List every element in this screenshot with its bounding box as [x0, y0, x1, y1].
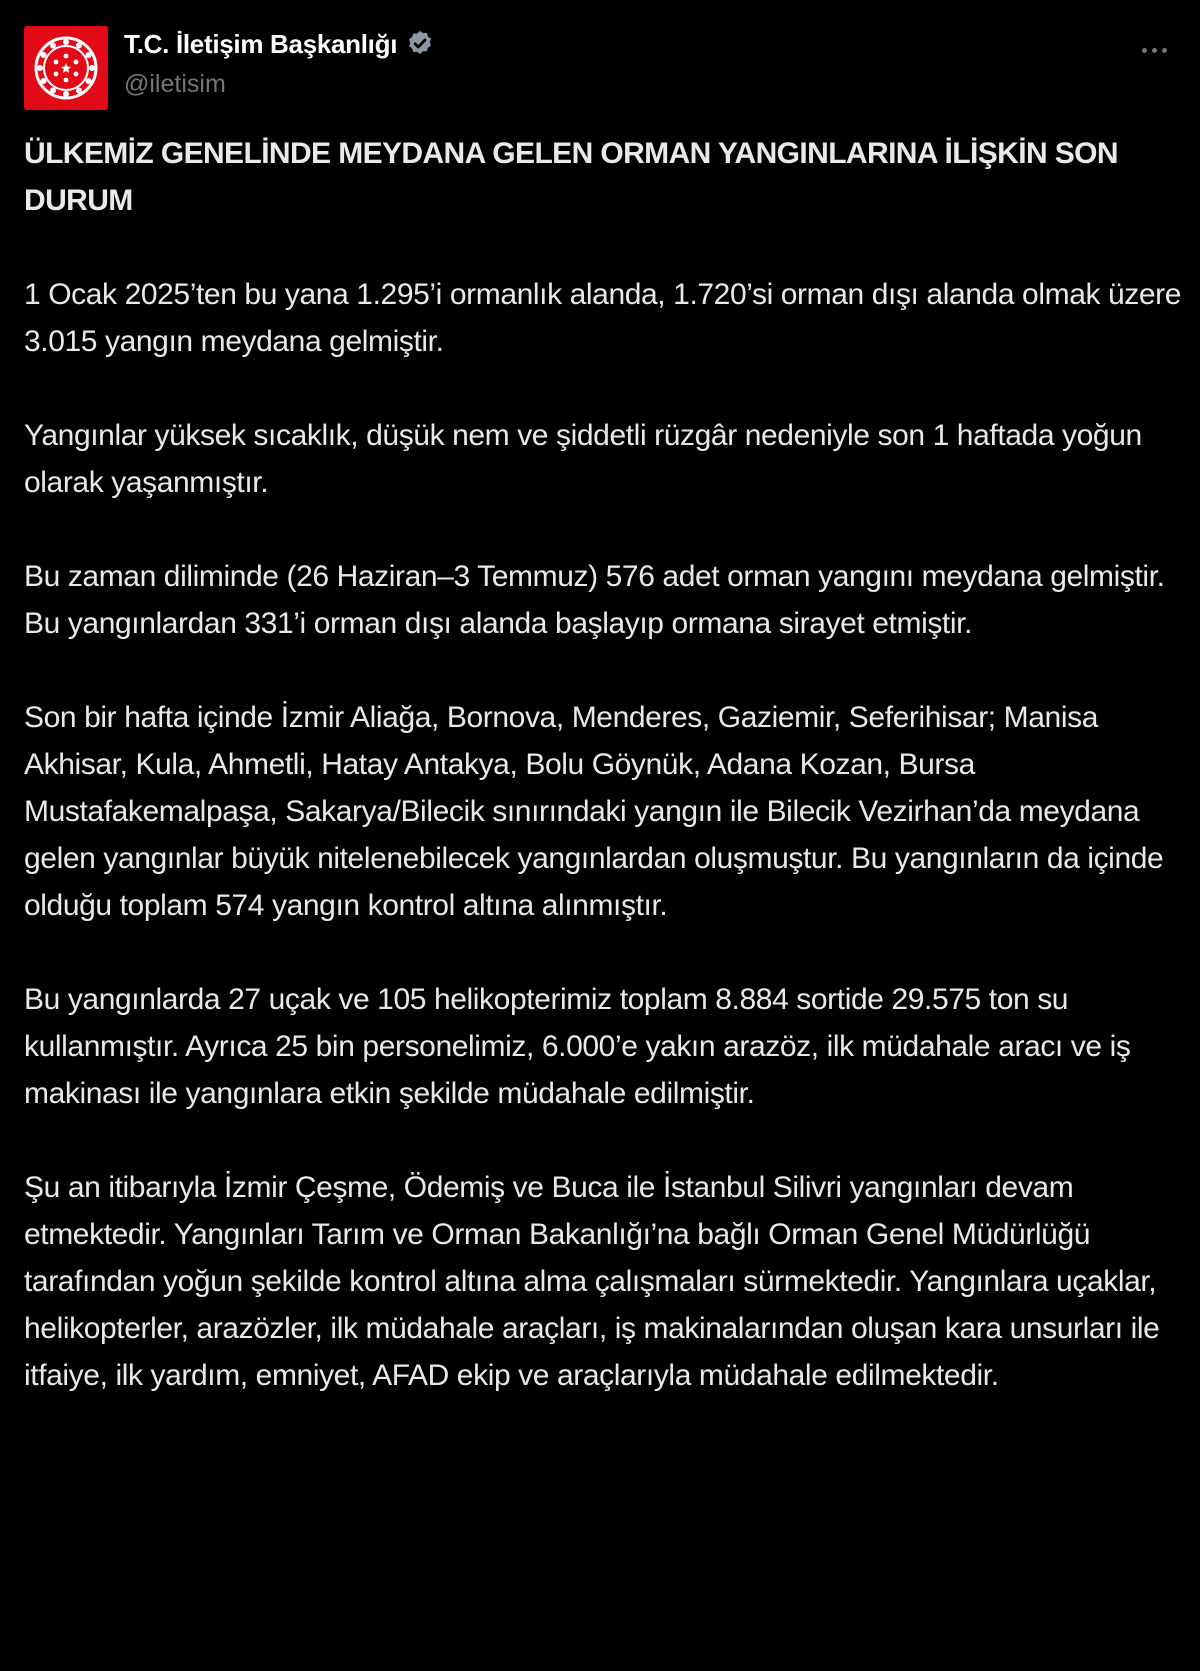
tweet-header: [16, 20, 1192, 110]
tweet-paragraph: 1 Ocak 2025’ten bu yana 1.295’i ormanlık alanda, 1.720’si orman dışı alanda olmak üzere 3.015 yangın meydana gelmiştir.: [24, 278, 1182, 358]
tweet-paragraph: Şu an itibarıyla İzmir Çeşme, Ödemiş ve Buca ile İstanbul Silivri yangınları devam etmektedir. Yangınları Tarım ve Orman Bakanlığı’na bağlı Orman Genel Müdürlüğü tarafından yoğun şekilde kontrol altına alma çalışmaları sürmektedir. Yangınlara uçaklar, helikopterler, arazözler, ilk müdahale araçları, iş makinalarından oluşan kara unsurları ile itfaiye, ilk yardım, emniyet, AFAD ekip ve araçlarıyla müdahale edilmektedir.: [24, 1171, 1160, 1392]
more-dot: [1142, 48, 1147, 53]
tweet-paragraph: Bu yangınlarda 27 uçak ve 105 helikopterimiz toplam 8.884 sortide 29.575 ton su kullanmıştır. Ayrıca 25 bin personelimiz, 6.000’e yakın arazöz, ilk müdahale aracı ve iş makinası ile yangınlara etkin şekilde müdahale edilmiştir.: [24, 983, 1131, 1110]
tweet-text: [24, 130, 1194, 1399]
handle[interactable]: @iletisim: [124, 70, 226, 98]
tweet-paragraph: Son bir hafta içinde İzmir Aliağa, Bornova, Menderes, Gaziemir, Seferihisar; Manisa Akhisar, Kula, Ahmetli, Hatay Antakya, Bolu Göynük, Adana Kozan, Bursa Mustafakemalpaşa, Sakarya/Bilecik sınırındaki yangın ile Bilecik Vezirhan’da meydana gelen yangınlar büyük nitelenebilecek yangınlardan oluşmuştur. Bu yangınların da içinde olduğu toplam 574 yangın kontrol altına alınmıştır.: [24, 701, 1164, 922]
avatar[interactable]: [24, 26, 108, 110]
more-options-icon[interactable]: [1134, 38, 1174, 62]
more-dot: [1152, 48, 1157, 53]
more-dot: [1162, 48, 1167, 53]
tweet-paragraph: Bu zaman diliminde (26 Haziran–3 Temmuz) 576 adet orman yangını meydana gelmiştir. Bu yangınlardan 331’i orman dışı alanda başlayıp ormana sirayet etmiştir.: [24, 560, 1165, 640]
name-row: [124, 26, 435, 62]
presidency-seal-icon: [24, 26, 108, 110]
verified-badge-icon: [405, 29, 435, 59]
display-name[interactable]: T.C. İletişim Başkanlığı: [124, 28, 398, 59]
tweet-title: ÜLKEMİZ GENELİNDE MEYDANA GELEN ORMAN YANGINLARINA İLİŞKİN SON DURUM: [24, 137, 1118, 217]
tweet-card: [8, 0, 1192, 1671]
tweet-paragraph: Yangınlar yüksek sıcaklık, düşük nem ve şiddetli rüzgâr nedeniyle son 1 haftada yoğun olarak yaşanmıştır.: [24, 419, 1142, 499]
